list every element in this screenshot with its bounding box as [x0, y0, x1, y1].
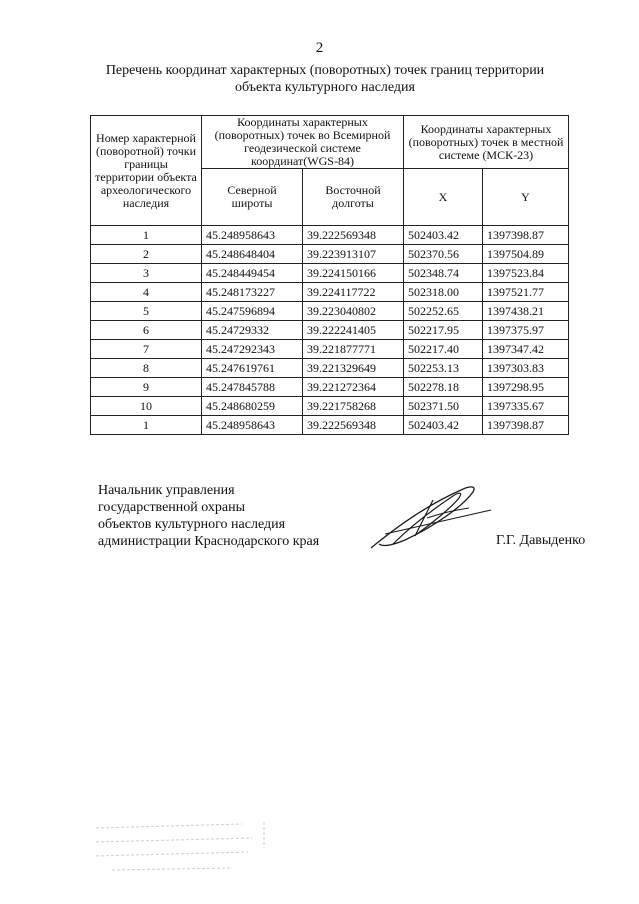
signature-position-line-1: Начальник управления — [98, 483, 235, 498]
cell-longitude: 39.222569348 — [303, 416, 404, 435]
cell-longitude: 39.221272364 — [303, 378, 404, 397]
cell-longitude: 39.222569348 — [303, 226, 404, 245]
cell-x: 502403.42 — [404, 226, 483, 245]
signatory-name: Г.Г. Давыденко — [496, 533, 586, 548]
cell-x: 502278.18 — [404, 378, 483, 397]
table-row — [91, 283, 569, 302]
table-row — [91, 340, 569, 359]
header-msk23-group: Координаты характерных (поворотных) точек в местной системе (МСК-23) — [404, 116, 569, 169]
cell-y: 1397521.77 — [483, 283, 569, 302]
page-number: 2 — [315, 40, 324, 56]
cell-y: 1397438.21 — [483, 302, 569, 321]
cell-longitude: 39.224117722 — [303, 283, 404, 302]
table-row — [91, 397, 569, 416]
document-title-line-1: Перечень координат характерных (поворотных) точек границ территории — [105, 63, 545, 78]
cell-point-number: 2 — [91, 245, 202, 264]
header-wgs84-group: Координаты характерных (поворотных) точек во Всемирной геодезической системе координат(WGS-84) — [202, 116, 404, 169]
cell-point-number: 1 — [91, 226, 202, 245]
cell-point-number: 4 — [91, 283, 202, 302]
table-row — [91, 321, 569, 340]
cell-y: 1397504.89 — [483, 245, 569, 264]
table-row — [91, 378, 569, 397]
cell-point-number: 3 — [91, 264, 202, 283]
cell-point-number: 6 — [91, 321, 202, 340]
cell-latitude: 45.247292343 — [202, 340, 303, 359]
table-row — [91, 226, 569, 245]
cell-x: 502318.00 — [404, 283, 483, 302]
cell-point-number: 8 — [91, 359, 202, 378]
cell-longitude: 39.222241405 — [303, 321, 404, 340]
cell-x: 502403.42 — [404, 416, 483, 435]
document-title-line-2: объекта культурного наследия — [235, 80, 415, 95]
cell-latitude: 45.248958643 — [202, 416, 303, 435]
cell-x: 502348.74 — [404, 264, 483, 283]
table-row — [91, 416, 569, 435]
faded-stamp-mark — [92, 818, 277, 888]
cell-longitude: 39.223913107 — [303, 245, 404, 264]
cell-x: 502253.13 — [404, 359, 483, 378]
cell-point-number: 1 — [91, 416, 202, 435]
signature-position-line-4: администрации Краснодарского края — [98, 534, 320, 549]
table-row — [91, 245, 569, 264]
cell-y: 1397347.42 — [483, 340, 569, 359]
cell-longitude: 39.221329649 — [303, 359, 404, 378]
cell-latitude: 45.248680259 — [202, 397, 303, 416]
cell-longitude: 39.221758268 — [303, 397, 404, 416]
cell-y: 1397375.97 — [483, 321, 569, 340]
cell-point-number: 5 — [91, 302, 202, 321]
cell-longitude: 39.223040802 — [303, 302, 404, 321]
table-row — [91, 264, 569, 283]
cell-x: 502217.95 — [404, 321, 483, 340]
cell-latitude: 45.248958643 — [202, 226, 303, 245]
table-row — [91, 302, 569, 321]
cell-latitude: 45.248173227 — [202, 283, 303, 302]
signature-position — [98, 482, 319, 550]
cell-y: 1397298.95 — [483, 378, 569, 397]
cell-latitude: 45.247619761 — [202, 359, 303, 378]
cell-x: 502217.40 — [404, 340, 483, 359]
header-y: Y — [483, 169, 569, 226]
cell-latitude: 45.247845788 — [202, 378, 303, 397]
cell-longitude: 39.224150166 — [303, 264, 404, 283]
signature-position-line-3: объектов культурного наследия — [98, 517, 286, 532]
cell-x: 502371.50 — [404, 397, 483, 416]
cell-point-number: 9 — [91, 378, 202, 397]
handwritten-signature — [365, 478, 495, 553]
cell-y: 1397398.87 — [483, 416, 569, 435]
header-longitude: Восточной долготы — [303, 169, 404, 226]
header-point-number: Номер характерной (поворотной) точки границы территории объекта археологического наследия — [91, 116, 202, 226]
signature-position-line-2: государственной охраны — [98, 500, 246, 515]
cell-y: 1397398.87 — [483, 226, 569, 245]
cell-latitude: 45.248648404 — [202, 245, 303, 264]
table-row — [91, 359, 569, 378]
cell-point-number: 10 — [91, 397, 202, 416]
cell-y: 1397523.84 — [483, 264, 569, 283]
document-title — [60, 62, 590, 96]
cell-x: 502252.65 — [404, 302, 483, 321]
cell-y: 1397335.67 — [483, 397, 569, 416]
cell-latitude: 45.24729332 — [202, 321, 303, 340]
header-latitude: Северной широты — [202, 169, 303, 226]
cell-longitude: 39.221877771 — [303, 340, 404, 359]
cell-latitude: 45.248449454 — [202, 264, 303, 283]
cell-y: 1397303.83 — [483, 359, 569, 378]
header-x: X — [404, 169, 483, 226]
cell-point-number: 7 — [91, 340, 202, 359]
coordinates-table — [90, 115, 569, 435]
cell-x: 502370.56 — [404, 245, 483, 264]
cell-latitude: 45.247596894 — [202, 302, 303, 321]
coordinates-table-body — [91, 226, 569, 435]
